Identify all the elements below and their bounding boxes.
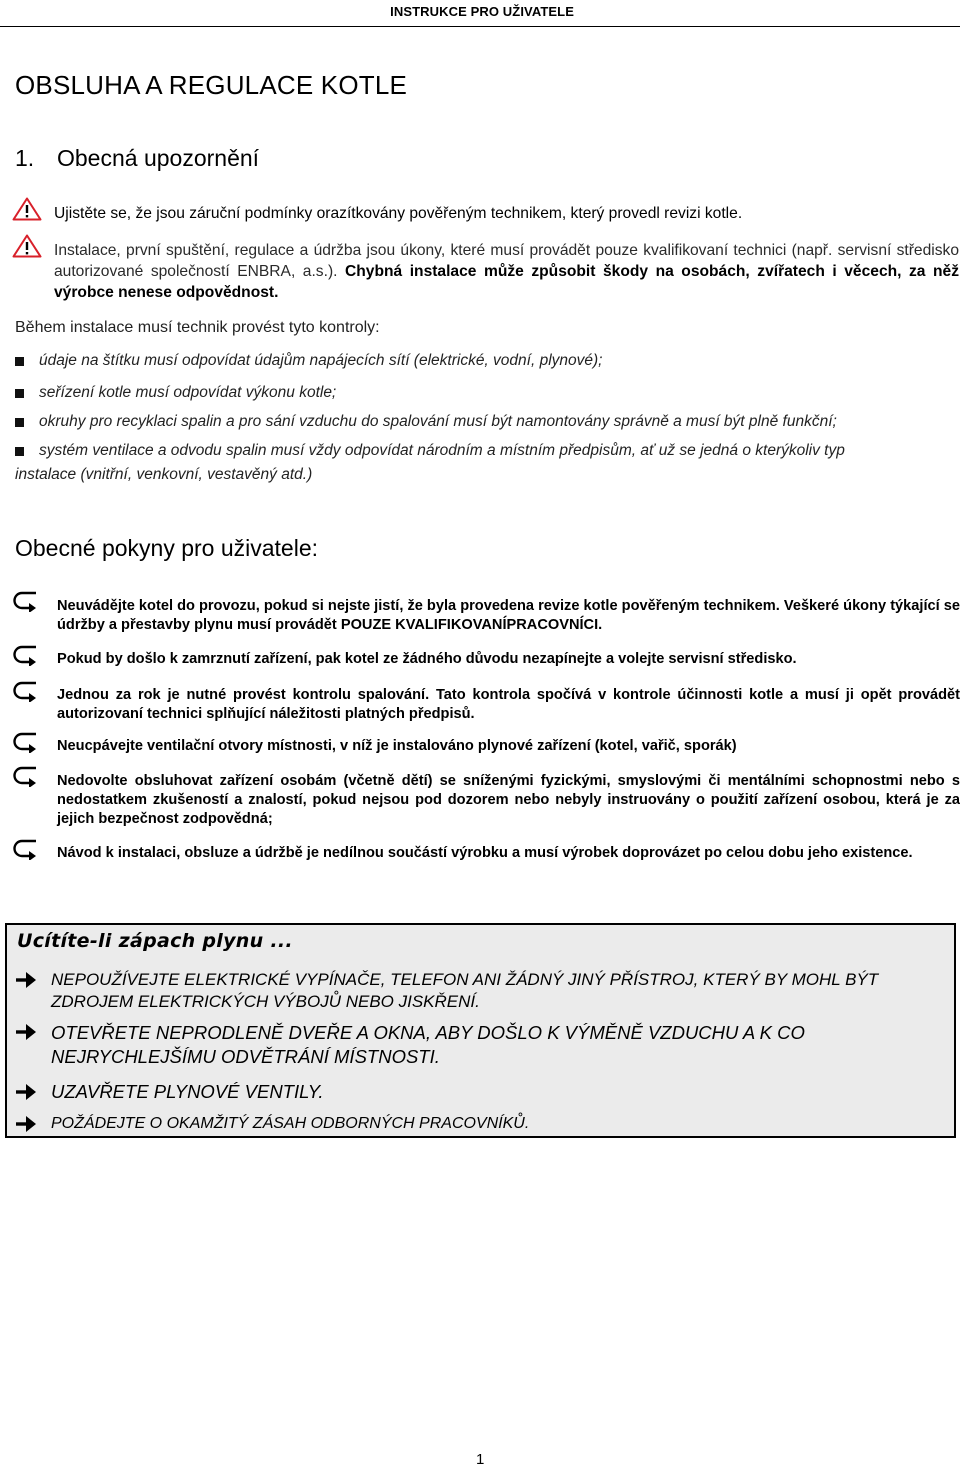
tip-text: Pokud by došlo k zamrznutí zařízení, pak kotel ze žádného důvodu nezapínejte a volejte servisní středisko.: [57, 651, 797, 667]
gas-box-title: Ucítíte-li zápach plynu ...: [17, 930, 293, 952]
check-text: okruhy pro recyklaci spalin a pro sání vzduchu do spalování musí být namontovány správně a musí být plně funkční;: [39, 413, 837, 430]
tip-text: Neucpávejte ventilační otvory místnosti, v níž je instalováno plynové zařízení (kotel, vařič, sporák): [57, 738, 737, 754]
section-1-title: [15, 145, 259, 172]
right-arrow-icon: [15, 971, 37, 989]
tip-text: Jednou za rok je nutné provést kontrolu spalování. Tato kontrola spočívá v kontrole účinnosti kotle a musí ji opět provádět autorizovaní technici splňující náležitosti platných předpisů.: [57, 687, 960, 722]
tip-text: Nedovolte obsluhovat zařízení osobám (včetně dětí) se sníženými fyzickými, smyslovými či mentálními schopnostmi nebo s nedostatkem zkušeností a znalostí, pokud nejsou pod dozorem nebo nebyly instruovány o použití zařízení osobou, která je za jejich bezpečnost zodpovědná;: [57, 773, 960, 827]
header-rule: [0, 26, 960, 27]
square-bullet-icon: [15, 389, 24, 398]
tip-text: Neuvádějte kotel do provozu, pokud si nejste jistí, že byla provedena revize kotle pověřeným technikem. Veškeré úkony týkající se údržby a přestavby plynu musí provádět POUZE KVALIFIKOVANÍPRACOVNÍCI.: [57, 598, 960, 633]
gas-item-text: OTEVŘETE NEPRODLENĚ DVEŘE A OKNA, ABY DOŠLO K VÝMĚNĚ VZDUCHU A K CO NEJRYCHLEJŠÍMU ODVĚTRÁNÍ MÍSTNOSTI.: [51, 1022, 805, 1067]
checks-intro: Během instalace musí technik provést tyto kontroly:: [15, 319, 380, 336]
warning-text: Ujistěte se, že jsou záruční podmínky orazítkovány pověřeným technikem, který provedl revizi kotle.: [54, 205, 743, 222]
tip-text: Návod k instalaci, obsluze a údržbě je nedílnou součástí výrobku a musí výrobek doprovázet po celou dobu jeho existence.: [57, 845, 913, 861]
warning-triangle-icon: [12, 234, 42, 258]
section-number: 1.: [15, 145, 35, 171]
gas-item-text: POŽÁDEJTE O OKAMŽITÝ ZÁSAH ODBORNÝCH PRACOVNÍKŮ.: [51, 1115, 530, 1132]
u-turn-arrow-icon: [12, 731, 38, 753]
right-arrow-icon: [15, 1023, 37, 1041]
square-bullet-icon: [15, 357, 24, 366]
check-text: seřízení kotle musí odpovídat výkonu kotle;: [39, 384, 337, 401]
section-title-text: Obecná upozornění: [57, 145, 260, 171]
warning-triangle-icon: [12, 197, 42, 221]
section-2-title: Obecné pokyny pro uživatele:: [15, 535, 319, 561]
u-turn-arrow-icon: [12, 590, 38, 612]
u-turn-arrow-icon: [12, 644, 38, 666]
right-arrow-icon: [15, 1083, 37, 1101]
square-bullet-icon: [15, 447, 24, 456]
right-arrow-icon: [15, 1115, 37, 1133]
header-title: INSTRUKCE PRO UŽIVATELE: [390, 4, 574, 19]
square-bullet-icon: [15, 418, 24, 427]
u-turn-arrow-icon: [12, 680, 38, 702]
warning-text-part2: Chybná instalace může způsobit škody na osobách, zvířatech i věcech, za něž výrobce nenese odpovědnost.: [54, 263, 959, 301]
u-turn-arrow-icon: [12, 765, 38, 787]
page-number: 1: [476, 1451, 485, 1468]
page-header: [0, 0, 960, 27]
warning-text: [54, 240, 959, 303]
check-continuation: instalace (vnitřní, venkovní, vestavěný atd.): [15, 466, 313, 483]
u-turn-arrow-icon: [12, 838, 38, 860]
warning-text-part1: Instalace, první spuštění, regulace a údržba jsou úkony, které musí provádět pouze kvalifikovaní technici (např. servisní středisko autorizované společností ENBRA, a.s.).: [54, 242, 959, 280]
gas-item-text: NEPOUŽÍVEJTE ELEKTRICKÉ VYPÍNAČE, TELEFON ANI ŽÁDNÝ JINÝ PŘÍSTROJ, KTERÝ BY MOHL BÝT ZDROJEM ELEKTRICKÝCH VÝBOJŮ NEBO JISKŘENÍ.: [51, 970, 879, 1011]
gas-smell-box: [5, 923, 956, 1138]
check-text: údaje na štítku musí odpovídat údajům napájecích sítí (elektrické, vodní, plynové);: [39, 352, 603, 369]
check-text: systém ventilace a odvodu spalin musí vždy odpovídat národním a místním předpisům, ať už se jedná o kterýkoliv typ: [39, 442, 845, 459]
main-title: OBSLUHA A REGULACE KOTLE: [15, 70, 408, 100]
gas-item-text: UZAVŘETE PLYNOVÉ VENTILY.: [51, 1081, 324, 1102]
